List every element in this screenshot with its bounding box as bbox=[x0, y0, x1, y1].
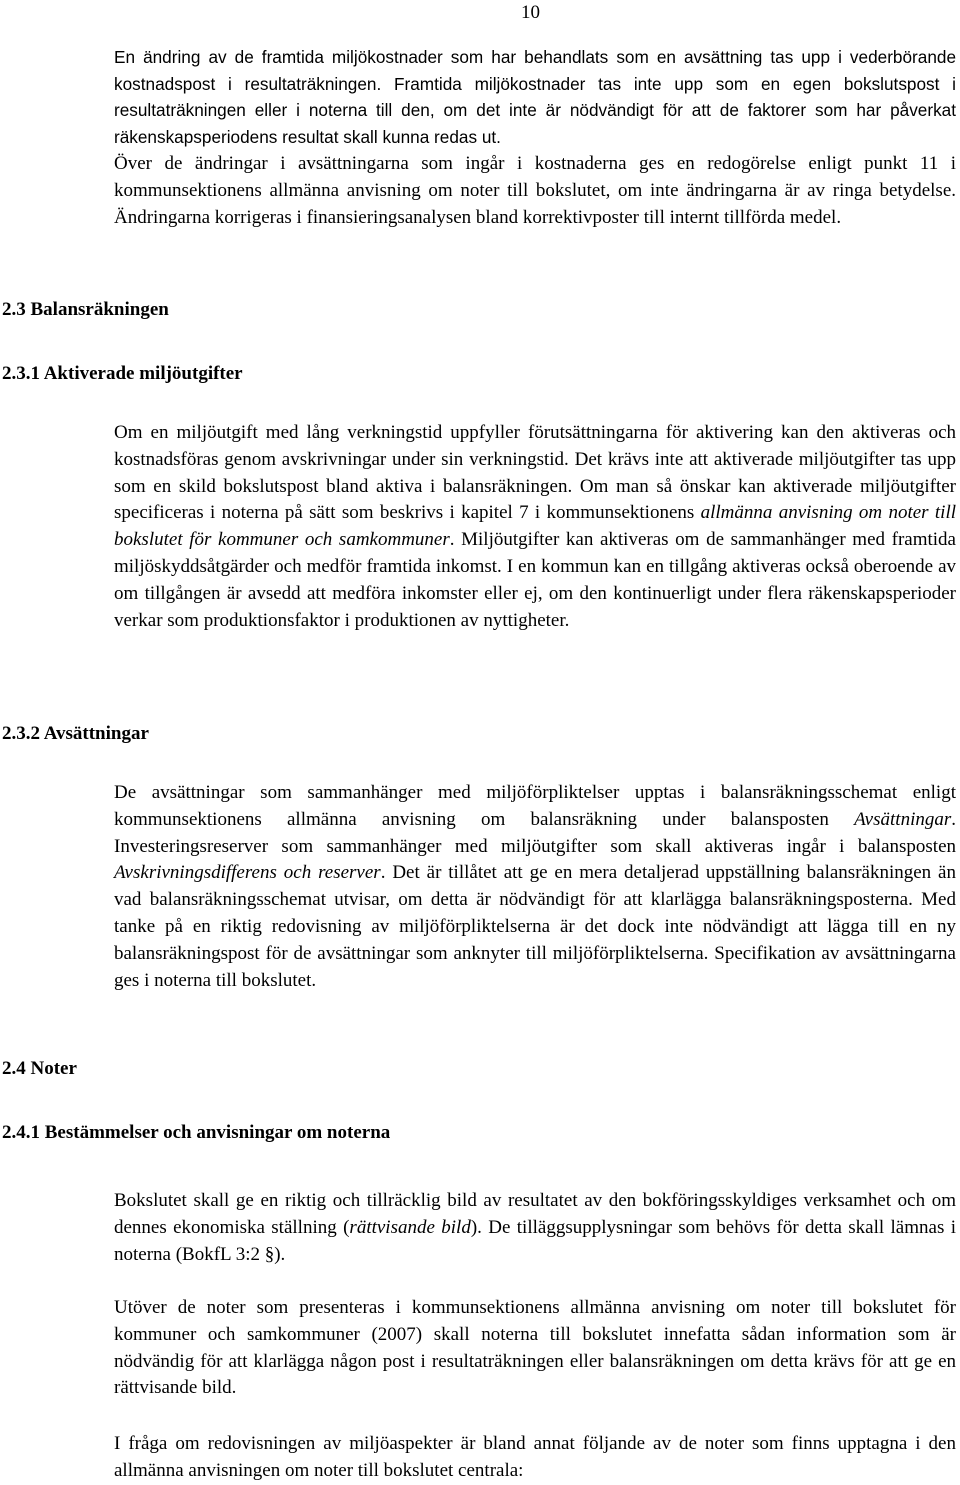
paragraph-aktiverade-miljoutgifter bbox=[114, 420, 956, 634]
paragraph-bokslutet bbox=[114, 1188, 956, 1268]
heading-2-3-2: 2.3.2 Avsättningar bbox=[2, 723, 149, 744]
paragraph-italic-text: allmänna anvisning om noter till bokslutet för kommuner och samkommuner bbox=[114, 502, 956, 551]
paragraph-italic-text: Avskrivningsdifferens och reserver bbox=[114, 862, 381, 884]
paragraph-i-fraga-om: I fråga om redovisningen av miljöaspekter är bland annat följande av de noter som finns upptagna i den allmänna anvisningen om noter till bokslutet centrala: bbox=[114, 1433, 956, 1481]
paragraph-text: Om en miljöutgift med lång verkningstid uppfyller förutsättningarna för aktivering kan den aktiveras och kostnadsföras genom avskrivningar under sin verkningstid. Det krävs inte att aktiverade miljöutgifter tas upp som en skild bokslutspost bland aktiva i balansräkningen. Om man så önskar kan aktiverade miljöutgifter specificeras i noterna på sätt som beskrivs i kapitel 7 i kommunsektionens bbox=[114, 422, 956, 524]
paragraph-italic-text: Avsättningar bbox=[854, 808, 952, 830]
heading-2-3: 2.3 Balansräkningen bbox=[2, 299, 169, 320]
intro-paragraph-serif: Över de ändringar i avsättningarna som ingår i kostnaderna ges en redogörelse enligt punkt 11 i kommunsektionens allmänna anvisning om noter till bokslutet, om inte ändringarna är av ringa betydelse. Ändringarna korrigeras i finansieringsanalysen bland korrektivposter till internt tillförda medel. bbox=[114, 153, 956, 228]
paragraph-italic-text: rättvisande bild bbox=[349, 1216, 471, 1238]
heading-2-3-1: 2.3.1 Aktiverade miljöutgifter bbox=[2, 363, 243, 384]
paragraph-text: . Det är tillåtet att ge en mera detaljerad uppställning balansräkningen än vad balansräkningsschemat utvisar, om detta är nödvändigt för att klarlägga balansräkningsposterna. Med tanke på en riktig redovisning av miljöförpliktelserna är det dock inte nödvändigt att lägga till en ny balansräkningspost för de avsättningar som anknyter till miljöförpliktelserna. Specifikation av avsättningarna ges i noterna till bokslutet. bbox=[114, 862, 956, 991]
paragraph-utover-de-noter: Utöver de noter som presenteras i kommunsektionens allmänna anvisning om noter till bokslutet för kommuner och samkommuner (2007) skall noterna till bokslutet innefatta sådan information som är nödvändig för att klarlägga någon post i resultaträkningen eller balansräkningen om detta krävs för att ge en rättvisande bild. bbox=[114, 1297, 956, 1399]
paragraph-text: Bokslutet skall ge en riktig och tillräcklig bild av resultatet av den bokföringsskyldiges verksamhet och om dennes ekonomiska ställning ( bbox=[114, 1190, 956, 1238]
paragraph-text: De avsättningar som sammanhänger med miljöförpliktelser upptas i balansräkningsschemat enligt kommunsektionens allmänna anvisning om balansräkning under balansposten bbox=[114, 782, 956, 830]
paragraph-text: . Investeringsreserver som sammanhänger med miljöutgifter som skall aktiveras ingår i balansposten bbox=[114, 808, 956, 857]
heading-2-4-1: 2.4.1 Bestämmelser och anvisningar om noterna bbox=[2, 1122, 391, 1143]
heading-2-4: 2.4 Noter bbox=[2, 1058, 77, 1079]
intro-paragraph-sans: En ändring av de framtida miljökostnader som har behandlats som en avsättning tas upp i vederbörande kostnadspost i resultaträkningen. Framtida miljökostnader tas inte upp som en egen bokslutspost i resultaträkningen eller i noterna till den, om det inte är nödvändigt för att de faktorer som har påverkat räkenskapsperiodens resultat skall kunna redas ut. bbox=[114, 47, 956, 147]
paragraph-text: ). De tilläggsupplysningar som behövs för detta skall lämnas i noterna (BokfL 3:2 §). bbox=[114, 1216, 956, 1265]
paragraph-avsattningar bbox=[114, 780, 956, 994]
page-number: 10 bbox=[521, 2, 540, 23]
paragraph-text: . Miljöutgifter kan aktiveras om de sammanhänger med framtida miljöskyddsåtgärder och medför framtida inkomst. I en kommun kan en tillgång aktiveras också oberoende av om tillgången är avsedd att medföra inkomster eller ej, om den kontinuerligt under flera räkenskapsperioder verkar som produktionsfaktor i produktionen av nyttigheter. bbox=[114, 529, 956, 631]
